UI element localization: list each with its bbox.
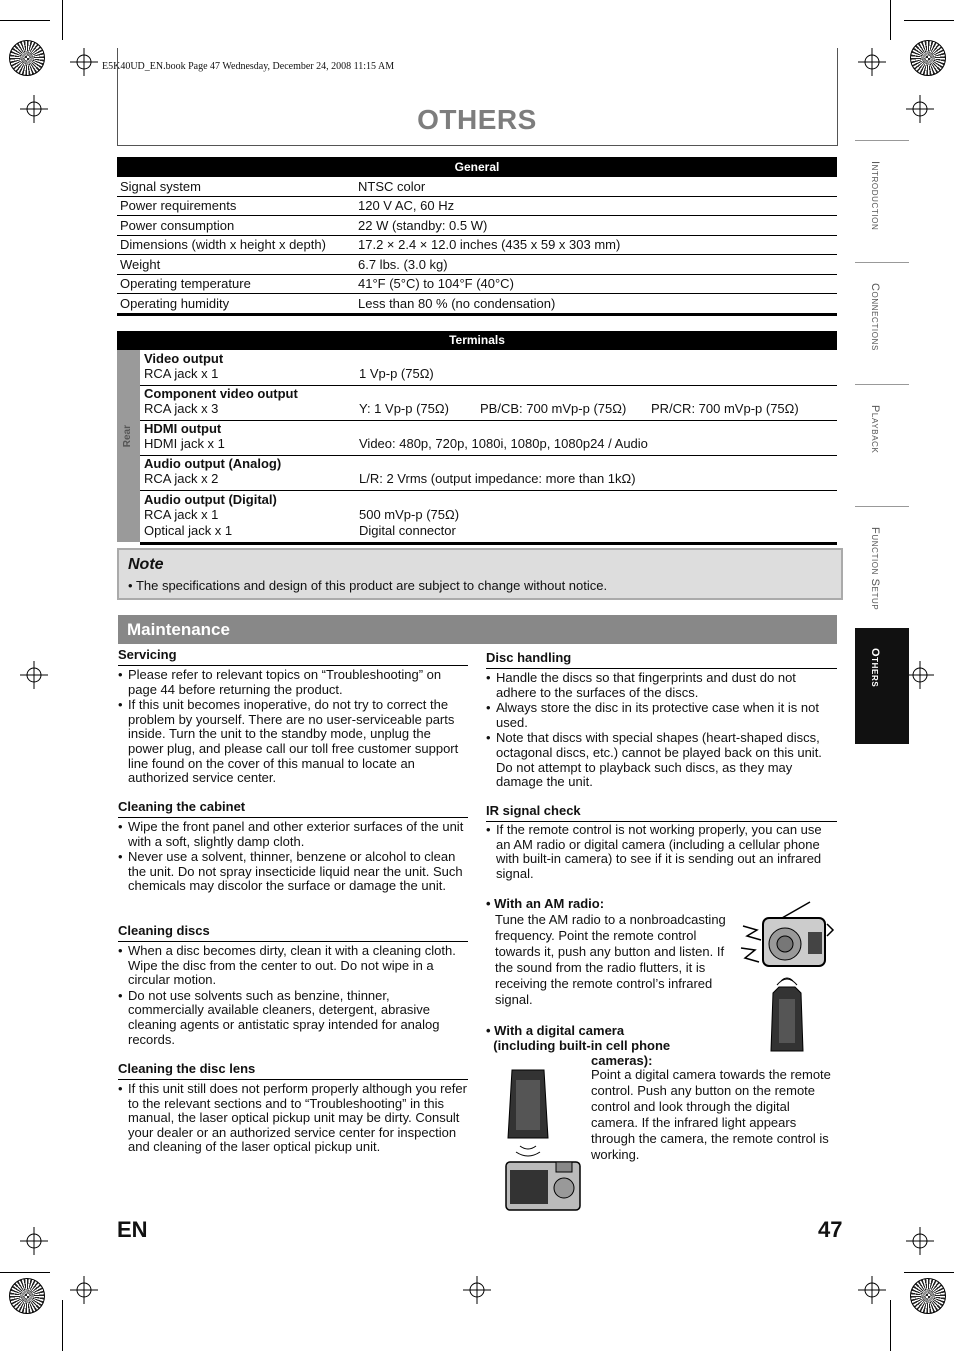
camera-title: • With a digital camera (including built-in cell phone bbox=[486, 1023, 671, 1053]
tab-playback[interactable] bbox=[855, 384, 909, 501]
list-item: • Do not use solvents such as benzine, thinner, commercially available cleaners, detergent, abrasive cleaning agents or antistatic spray intended for analog records. bbox=[118, 989, 468, 1047]
terminal-title: HDMI output bbox=[144, 421, 222, 436]
table-cell: Operating temperature bbox=[117, 274, 355, 294]
table-cell: Operating humidity bbox=[117, 294, 355, 315]
terminal-jack: RCA jack x 2 bbox=[144, 471, 219, 486]
terminal-component-output bbox=[140, 385, 837, 421]
page-title: OTHERS bbox=[417, 104, 537, 135]
terminal-title: Component video output bbox=[144, 386, 298, 401]
tab-label: Introduction bbox=[869, 161, 881, 231]
table-cell: 120 V AC, 60 Hz bbox=[355, 196, 837, 216]
crosshair-mark bbox=[70, 1276, 98, 1304]
page-language: EN bbox=[117, 1217, 148, 1242]
terminal-jack: RCA jack x 1 bbox=[144, 507, 219, 522]
table-cell: Power consumption bbox=[117, 216, 355, 236]
tab-label: Connections bbox=[869, 283, 881, 351]
note-text-body: The specifications and design of this product are subject to change without notice. bbox=[135, 578, 608, 593]
crosshair-mark bbox=[858, 48, 886, 76]
crop-mark bbox=[0, 1272, 50, 1273]
table-row bbox=[117, 294, 837, 315]
handling-title: Disc handling bbox=[486, 650, 837, 669]
list-item: • If the remote control is not working properly, you can use an AM radio or digital camera (including a cellular phone with built-in camera) to see if it is sending out an infrared signal. bbox=[486, 823, 837, 881]
terminal-spec: Digital connector bbox=[359, 523, 456, 538]
remote-control-illustration bbox=[765, 975, 810, 1057]
crop-mark bbox=[890, 0, 891, 40]
ir-title: IR signal check bbox=[486, 803, 837, 822]
table-cell: Signal system bbox=[117, 177, 355, 196]
servicing-list bbox=[118, 668, 468, 787]
crosshair-mark bbox=[463, 1276, 491, 1304]
section-heading: Maintenance bbox=[127, 620, 230, 639]
table-row bbox=[117, 177, 837, 196]
note-box bbox=[117, 548, 843, 600]
table-row bbox=[117, 216, 837, 236]
list-item: • Please refer to relevant topics on “Troubleshooting” on page 44 before returning the product. bbox=[118, 668, 468, 697]
rear-label: Rear bbox=[122, 425, 133, 448]
crosshair-mark bbox=[70, 48, 98, 76]
terminal-hdmi-output bbox=[140, 420, 837, 456]
camera-title-line: cameras): bbox=[591, 1053, 653, 1068]
crop-mark bbox=[62, 1300, 63, 1351]
note-text: • The specifications and design of this product are subject to change without notice. bbox=[128, 578, 608, 593]
maintenance-heading-bar bbox=[118, 615, 837, 644]
terminal-spec: L/R: 2 Vrms (output impedance: more than 1kΩ) bbox=[359, 471, 636, 486]
camera-title-line: (including built-in cell phone bbox=[493, 1038, 671, 1053]
am-radio-text: Tune the AM radio to a nonbroadcasting frequency. Point the remote control towards it, push any button and listen. If the sound from the radio flutters, it is receiving the remote control’s infrared signal. bbox=[495, 912, 726, 1007]
tab-introduction[interactable] bbox=[855, 140, 909, 257]
terminal-jack: HDMI jack x 1 bbox=[144, 436, 225, 451]
list-item: • Handle the discs so that fingerprints and dust do not adhere to the surfaces of the discs. bbox=[486, 671, 837, 700]
discs-list bbox=[118, 944, 468, 1048]
crop-mark bbox=[0, 20, 50, 21]
terminal-jack: Optical jack x 1 bbox=[144, 523, 233, 538]
am-radio-illustration bbox=[735, 900, 835, 980]
list-item: • If this unit becomes inoperative, do not try to correct the problem by yourself. There are no user-serviceable parts inside. Turn the unit to the standby mode, unplug the power plug, and please call our toll free customer support line found on the cover of this manual to locate an authorized service center. bbox=[118, 698, 468, 786]
list-item: • If this unit still does not perform properly although you refer to the relevant sections and to “Troubleshooting” in this manual, the laser optical pickup unit may be dirty. Consult your dealer or an authorized service center for inspection and cleaning of the laser optical pickup unit. bbox=[118, 1082, 468, 1155]
table-cell: 22 W (standby: 0.5 W) bbox=[355, 216, 837, 236]
list-item: • Note that discs with special shapes (heart-shaped discs, octagonal discs, etc.) cannot be played back on this unit. Do not attempt to playback such discs, as they may damage the unit. bbox=[486, 731, 837, 789]
crop-mark bbox=[904, 20, 954, 21]
crosshair-mark bbox=[20, 661, 48, 689]
table-cell: NTSC color bbox=[355, 177, 837, 196]
tab-label: Others bbox=[869, 648, 881, 688]
table-row bbox=[117, 255, 837, 275]
tab-function-setup[interactable] bbox=[855, 506, 909, 623]
cabinet-list bbox=[118, 820, 468, 895]
crosshair-mark bbox=[20, 1227, 48, 1255]
camera-title-line: With a digital camera bbox=[494, 1023, 625, 1038]
terminal-spec: 500 mVp-p (75Ω) bbox=[359, 507, 460, 522]
cabinet-title: Cleaning the cabinet bbox=[118, 799, 468, 818]
servicing-title: Servicing bbox=[118, 647, 468, 666]
terminal-spec: Video: 480p, 720p, 1080i, 1080p, 1080p24 / Audio bbox=[359, 436, 648, 451]
am-radio-title-text: With an AM radio: bbox=[494, 896, 605, 911]
registration-disc bbox=[9, 1278, 45, 1314]
table-row bbox=[117, 274, 837, 294]
page-number: 47 bbox=[818, 1217, 843, 1242]
terminal-video-output bbox=[140, 350, 837, 386]
crosshair-mark bbox=[906, 661, 934, 689]
registration-disc bbox=[910, 40, 946, 76]
crosshair-mark bbox=[906, 1227, 934, 1255]
list-item: • Never use a solvent, thinner, benzene or alcohol to clean the unit. Do not spray insecticide liquid near the unit. Such chemicals may discolor the surface or damage the unit. bbox=[118, 850, 468, 894]
lens-title: Cleaning the disc lens bbox=[118, 1061, 468, 1080]
terminal-spec: PB/CB: 700 mVp-p (75Ω) bbox=[480, 401, 627, 416]
list-item: • When a disc becomes dirty, clean it with a cleaning cloth. Wipe the disc from the center to out. Do not wipe in a circular motion. bbox=[118, 944, 468, 988]
table-cell: 17.2 × 2.4 × 12.0 inches (435 x 59 x 303 mm) bbox=[355, 235, 837, 255]
table-row bbox=[117, 196, 837, 216]
table-heading: Terminals bbox=[117, 331, 837, 350]
lens-list bbox=[118, 1082, 468, 1156]
camera-text: Point a digital camera towards the remote control. Push any button on the remote control and look through the digital camera. If the infrared light appears through the camera, the remote control is working. bbox=[591, 1067, 831, 1162]
terminal-spec: Y: 1 Vp-p (75Ω) bbox=[359, 401, 449, 416]
ir-list bbox=[486, 823, 837, 882]
tab-label: Playback bbox=[869, 405, 881, 454]
registration-disc bbox=[9, 40, 45, 76]
handling-list bbox=[486, 671, 837, 791]
terminal-spec: 1 Vp-p (75Ω) bbox=[359, 366, 434, 381]
tab-label: Function Setup bbox=[869, 527, 881, 611]
remote-camera-illustration bbox=[500, 1066, 585, 1214]
terminal-title: Audio output (Digital) bbox=[144, 492, 277, 507]
table-cell: Dimensions (width x height x depth) bbox=[117, 235, 355, 255]
rear-label-column bbox=[117, 350, 140, 542]
crop-mark bbox=[62, 0, 63, 40]
table-cell: Less than 80 % (no condensation) bbox=[355, 294, 837, 315]
terminals-table bbox=[117, 331, 837, 545]
terminal-spec: PR/CR: 700 mVp-p (75Ω) bbox=[651, 401, 799, 416]
table-heading: General bbox=[117, 157, 837, 177]
terminal-audio-analog bbox=[140, 455, 837, 491]
crop-mark bbox=[890, 1300, 891, 1351]
terminal-jack: RCA jack x 3 bbox=[144, 401, 219, 416]
registration-disc bbox=[910, 1278, 946, 1314]
table-cell: 41°F (5°C) to 104°F (40°C) bbox=[355, 274, 837, 294]
crosshair-mark bbox=[858, 1276, 886, 1304]
am-radio-title: • With an AM radio: bbox=[486, 896, 605, 911]
table-row bbox=[117, 235, 837, 255]
table-cell: 6.7 lbs. (3.0 kg) bbox=[355, 255, 837, 275]
tab-connections[interactable] bbox=[855, 262, 909, 379]
table-cell: Weight bbox=[117, 255, 355, 275]
list-item: • Always store the disc in its protective case when it is not used. bbox=[486, 701, 837, 730]
general-table bbox=[117, 157, 837, 316]
note-title: Note bbox=[128, 556, 164, 573]
print-header: E5K40UD_EN.book Page 47 Wednesday, December 24, 2008 11:15 AM bbox=[102, 61, 395, 72]
tab-others[interactable] bbox=[855, 628, 909, 744]
list-item: • Wipe the front panel and other exterior surfaces of the unit with a soft, slightly damp cloth. bbox=[118, 820, 468, 849]
terminal-audio-digital bbox=[140, 490, 837, 545]
crop-mark bbox=[904, 1272, 954, 1273]
table-cell: Power requirements bbox=[117, 196, 355, 216]
terminal-title: Audio output (Analog) bbox=[144, 456, 282, 471]
discs-title: Cleaning discs bbox=[118, 923, 468, 942]
terminal-jack: RCA jack x 1 bbox=[144, 366, 219, 381]
terminal-title: Video output bbox=[144, 351, 224, 366]
